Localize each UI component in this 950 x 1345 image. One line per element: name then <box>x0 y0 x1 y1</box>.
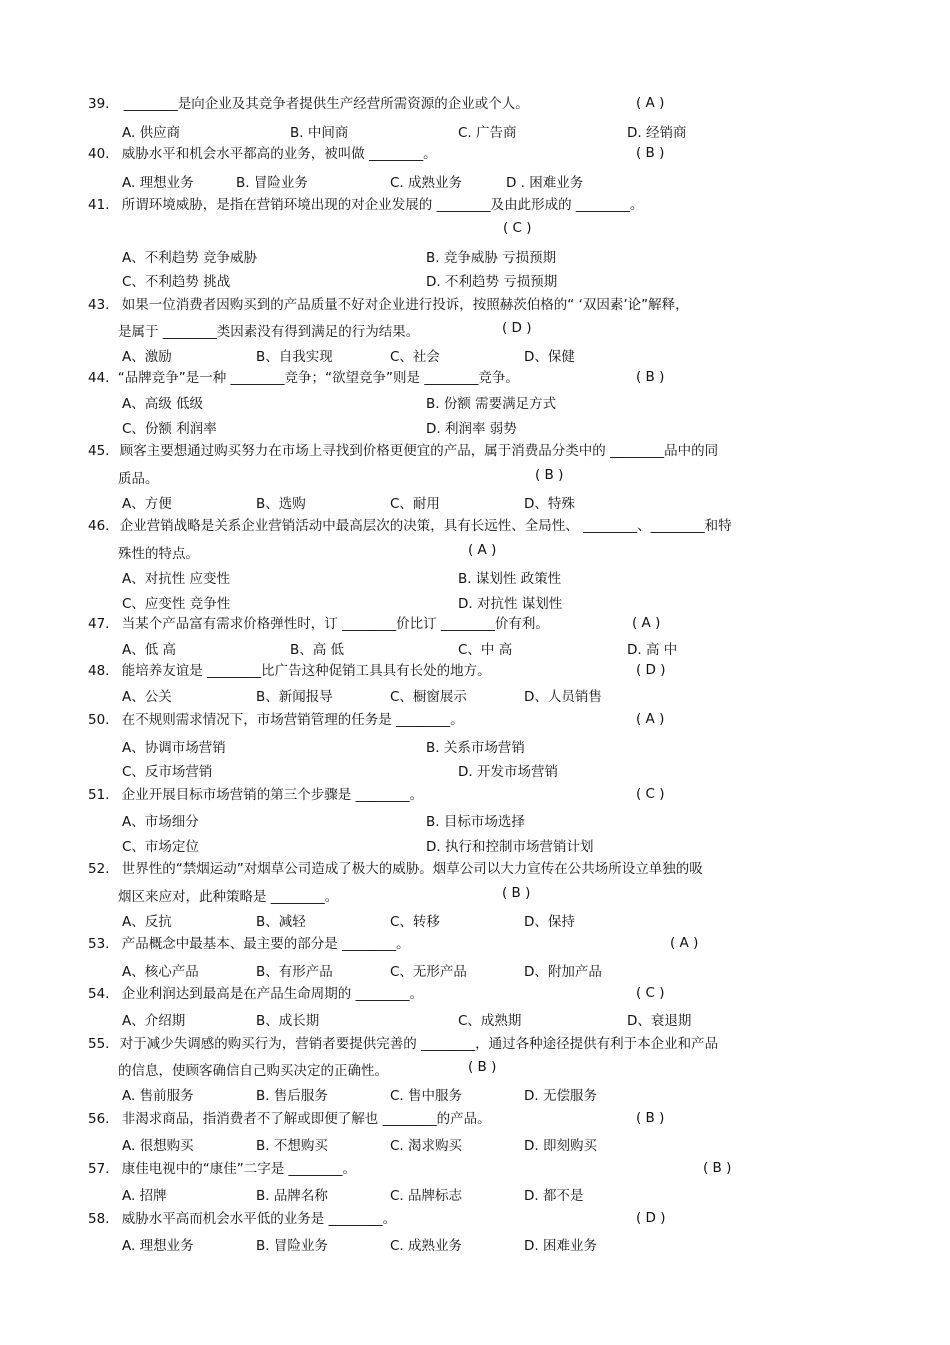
question-57 <box>88 1160 356 1178</box>
answer: ( B ) <box>636 369 665 385</box>
option-d: D. 都不是 <box>524 1188 584 1204</box>
question-number: 50. <box>88 712 110 728</box>
answer: ( A ) <box>468 542 497 558</box>
question-53 <box>88 935 410 953</box>
option-b: B. 关系市场营销 <box>426 740 525 756</box>
option-d: D. 对抗性 谋划性 <box>458 596 563 612</box>
question-46 <box>88 517 732 535</box>
option-b: B、自我实现 <box>256 349 333 365</box>
option-b: B. 份额 需要满足方式 <box>426 396 557 412</box>
option-d: D. 即刻购买 <box>524 1138 597 1154</box>
option-a: A、市场细分 <box>122 814 199 830</box>
option-a: A、高级 低级 <box>122 396 204 412</box>
answer: ( A ) <box>670 935 699 951</box>
option-a: A、不利趋势 竞争威胁 <box>122 250 258 266</box>
question-50 <box>88 711 464 729</box>
option-b: B. 中间商 <box>290 125 349 141</box>
question-text: 企业利润达到最高是在产品生命周期的 ________。 <box>121 986 424 1002</box>
option-d: D. 经销商 <box>627 125 687 141</box>
option-d: D、保健 <box>524 349 575 365</box>
option-a: A. 供应商 <box>122 125 181 141</box>
option-a: A. 售前服务 <box>122 1088 194 1104</box>
option-c: C、不利趋势 挑战 <box>122 274 231 290</box>
option-c: C、社会 <box>390 349 440 365</box>
option-a: A、协调市场营销 <box>122 740 226 756</box>
option-d: D. 困难业务 <box>524 1238 597 1254</box>
option-c: C. 成熟业务 <box>390 175 463 191</box>
answer: ( B ) <box>636 1110 665 1126</box>
question-number: 45. <box>88 443 110 459</box>
option-c: C. 售中服务 <box>390 1088 463 1104</box>
option-b: B、高 低 <box>290 642 345 658</box>
option-b: B. 冒险业务 <box>256 1238 328 1254</box>
option-a: A、低 高 <box>122 642 177 658</box>
question-number: 53. <box>88 936 110 952</box>
option-b: B. 谋划性 政策性 <box>458 571 562 587</box>
option-b: B. 目标市场选择 <box>426 814 525 830</box>
answer: ( D ) <box>636 662 666 678</box>
question-number: 39. <box>88 96 110 112</box>
question-number: 47. <box>88 616 110 632</box>
option-b: B. 品牌名称 <box>256 1188 328 1204</box>
question-number: 41. <box>88 197 110 213</box>
option-c: C. 渴求购买 <box>390 1138 463 1154</box>
question-text: 对于减少失调感的购买行为，营销者要提供完善的 ________，通过各种途径提供有利于本企业和产品 <box>119 1036 719 1052</box>
option-c: C. 品牌标志 <box>390 1188 463 1204</box>
question-text: 所谓环境威胁，是指在营销环境出现的对企业发展的 ________及由此形成的 ________。 <box>121 197 644 213</box>
question-text: “品牌竞争”是一种 ________竞争；“欲望竞争”则是 ________竞争。 <box>117 370 519 386</box>
answer: ( B ) <box>468 1059 497 1075</box>
answer: ( B ) <box>502 885 531 901</box>
question-text: 企业营销战略是关系企业营销活动中最高层次的决策，具有长远性、全局性、 ________、________和特 <box>119 518 732 534</box>
option-a: A、反抗 <box>122 914 172 930</box>
question-text: 非渴求商品，指消费者不了解或即便了解也 ________的产品。 <box>121 1111 491 1127</box>
option-d: D、附加产品 <box>524 964 602 980</box>
question-text: ________是向企业及其竞争者提供生产经营所需资源的企业或个人。 <box>123 96 529 112</box>
question-55 <box>88 1035 718 1053</box>
option-b: B、成长期 <box>256 1013 320 1029</box>
question-54 <box>88 985 423 1003</box>
option-c: C、应变性 竞争性 <box>122 596 231 612</box>
option-c: C、市场定位 <box>122 839 199 855</box>
option-c: C、反市场营销 <box>122 764 213 780</box>
option-a: A、激励 <box>122 349 172 365</box>
option-c: C、橱窗展示 <box>390 689 467 705</box>
question-52 <box>88 860 703 878</box>
question-number: 44. <box>88 370 110 386</box>
option-a: A. 理想业务 <box>122 1238 194 1254</box>
question-text: 能培养友谊是 ________比广告这种促销工具具有长处的地方。 <box>121 663 491 679</box>
question-text-2: 质品。 <box>118 471 159 487</box>
question-text: 世界性的“禁烟运动”对烟草公司造成了极大的威胁。烟草公司以大力宣传在公共场所设立单独的吸 <box>121 861 703 877</box>
answer: ( C ) <box>636 786 665 802</box>
question-number: 52. <box>88 861 110 877</box>
answer: ( C ) <box>636 985 665 1001</box>
answer: ( B ) <box>535 467 564 483</box>
question-45 <box>88 442 718 460</box>
question-58 <box>88 1210 396 1228</box>
option-d: D. 开发市场营销 <box>458 764 558 780</box>
option-d: D. 执行和控制市场营销计划 <box>426 839 594 855</box>
option-c: C、耐用 <box>390 496 440 512</box>
question-39 <box>88 95 529 113</box>
option-d: D. 无偿服务 <box>524 1088 597 1104</box>
question-51 <box>88 786 423 804</box>
option-a: A、核心产品 <box>122 964 199 980</box>
option-a: A. 招牌 <box>122 1188 167 1204</box>
question-number: 48. <box>88 663 110 679</box>
option-c: C、无形产品 <box>390 964 467 980</box>
option-d: D、特殊 <box>524 496 575 512</box>
question-text: 康佳电视中的“康佳”二字是 ________。 <box>121 1161 357 1177</box>
option-b: B、减轻 <box>256 914 306 930</box>
question-text: 在不规则需求情况下，市场营销管理的任务是 ________。 <box>121 712 464 728</box>
question-text: 威胁水平高而机会水平低的业务是 ________。 <box>121 1211 397 1227</box>
question-text: 当某个产品富有需求价格弹性时，订 ________价比订 ________价有利。 <box>121 616 549 632</box>
option-b: B. 售后服务 <box>256 1088 328 1104</box>
question-40 <box>88 145 437 163</box>
question-41 <box>88 196 643 214</box>
option-a: A. 很想购买 <box>122 1138 194 1154</box>
question-text: 顾客主要想通过购买努力在市场上寻找到价格更便宜的产品，属于消费品分类中的 ________品中的同 <box>119 443 719 459</box>
question-text-2: 的信息，使顾客确信自己购买决定的正确性。 <box>118 1063 388 1079</box>
question-48 <box>88 662 491 680</box>
option-d: D. 利润率 弱势 <box>426 421 517 437</box>
option-d: D、保持 <box>524 914 575 930</box>
option-a: A、介绍期 <box>122 1013 186 1029</box>
option-a: A. 理想业务 <box>122 175 194 191</box>
question-text: 威胁水平和机会水平都高的业务，被叫做 ________。 <box>121 146 437 162</box>
question-43 <box>88 296 689 314</box>
option-c: C、转移 <box>390 914 440 930</box>
answer: ( A ) <box>632 615 661 631</box>
question-number: 54. <box>88 986 110 1002</box>
question-number: 51. <box>88 787 110 803</box>
question-number: 58. <box>88 1211 110 1227</box>
option-b: B、选购 <box>256 496 306 512</box>
question-text: 企业开展目标市场营销的第三个步骤是 ________。 <box>121 787 424 803</box>
question-text-2: 是属于 ________类因素没有得到满足的行为结果。 <box>118 324 420 340</box>
question-number: 57. <box>88 1161 110 1177</box>
option-b: B. 竞争威胁 亏损预期 <box>426 250 557 266</box>
answer: ( A ) <box>636 711 665 727</box>
answer: ( D ) <box>502 320 532 336</box>
option-c: C. 成熟业务 <box>390 1238 463 1254</box>
question-56 <box>88 1110 491 1128</box>
option-b: B、有形产品 <box>256 964 333 980</box>
question-text: 产品概念中最基本、最主要的部分是 ________。 <box>121 936 410 952</box>
option-b: B、新闻报导 <box>256 689 333 705</box>
question-47 <box>88 615 549 633</box>
question-number: 43. <box>88 297 110 313</box>
question-text-2: 殊性的特点。 <box>118 546 199 562</box>
option-d: D. 高 中 <box>627 642 678 658</box>
question-number: 56. <box>88 1111 110 1127</box>
option-c: C、成熟期 <box>458 1013 522 1029</box>
question-number: 40. <box>88 146 110 162</box>
answer: ( B ) <box>636 145 665 161</box>
option-c: C、份额 利润率 <box>122 421 217 437</box>
answer: ( D ) <box>636 1210 666 1226</box>
option-a: A、公关 <box>122 689 172 705</box>
answer: ( B ) <box>703 1160 732 1176</box>
option-c: C. 广告商 <box>458 125 517 141</box>
option-d: D、衰退期 <box>627 1013 692 1029</box>
answer: ( C ) <box>503 220 532 236</box>
question-44 <box>88 369 519 387</box>
option-d: D. 不利趋势 亏损预期 <box>426 274 558 290</box>
option-c: C、中 高 <box>458 642 513 658</box>
answer: ( A ) <box>636 95 665 111</box>
question-text-2: 烟区来应对，此种策略是 ________。 <box>118 889 339 905</box>
option-b: B. 冒险业务 <box>236 175 308 191</box>
question-number: 46. <box>88 518 110 534</box>
option-d: D . 困难业务 <box>506 175 584 191</box>
question-number: 55. <box>88 1036 110 1052</box>
option-a: A、方便 <box>122 496 172 512</box>
option-b: B. 不想购买 <box>256 1138 328 1154</box>
option-a: A、对抗性 应变性 <box>122 571 231 587</box>
option-d: D、人员销售 <box>524 689 602 705</box>
question-text: 如果一位消费者因购买到的产品质量不好对企业进行投诉，按照赫茨伯格的“ ‘双因素’论”解释， <box>121 297 689 313</box>
